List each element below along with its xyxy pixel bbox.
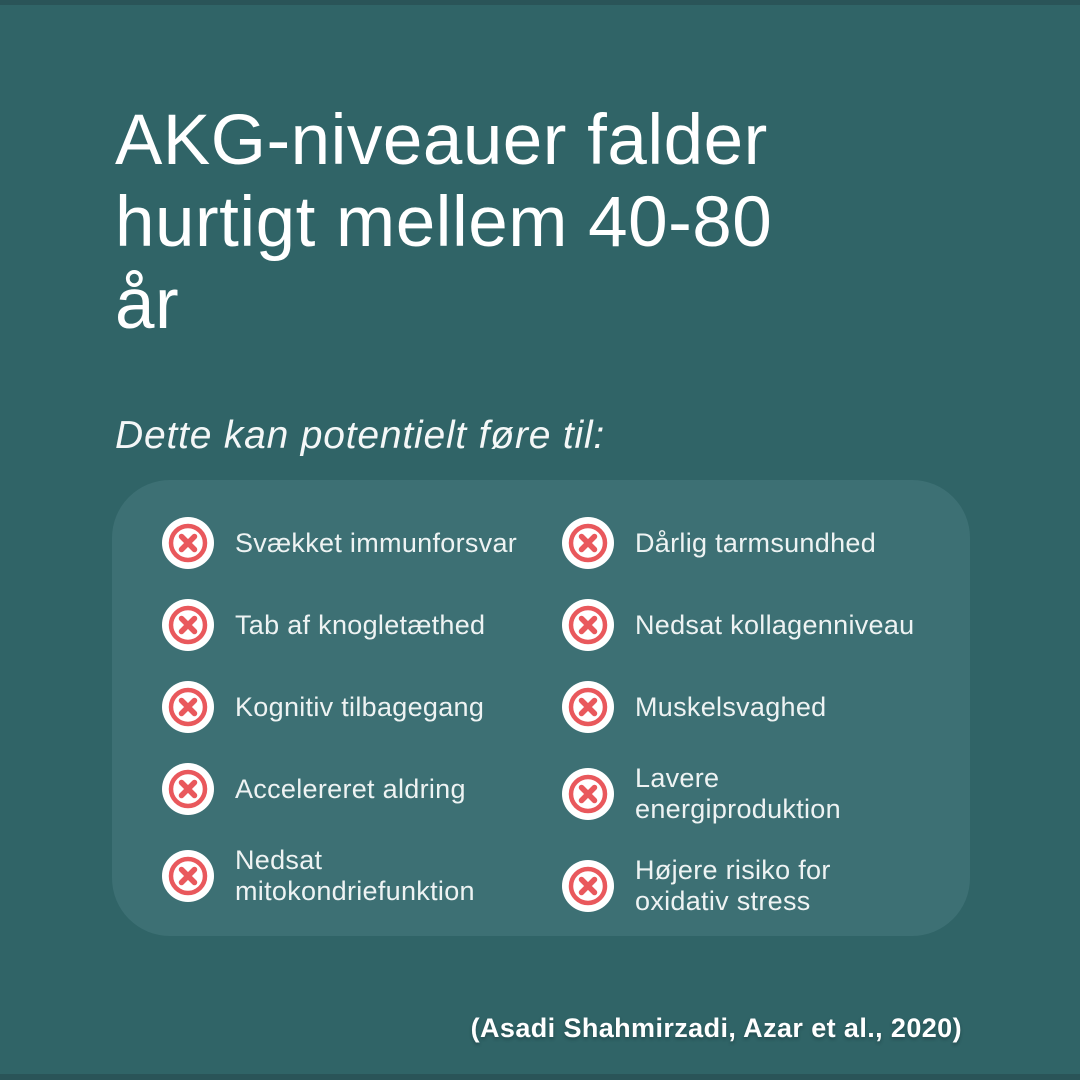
effect-label: Muskelsvaghed	[635, 691, 827, 722]
x-circle-icon	[162, 599, 214, 651]
x-circle-icon	[162, 517, 214, 569]
effects-column-left	[162, 517, 562, 917]
list-item	[562, 681, 934, 733]
x-circle-icon	[162, 763, 214, 815]
effects-column-right	[562, 517, 934, 917]
list-item	[162, 763, 562, 815]
x-circle-icon	[162, 850, 214, 902]
citation: (Asadi Shahmirzadi, Azar et al., 2020)	[470, 1013, 962, 1043]
effect-label: Højere risiko for oxidativ stress	[635, 855, 831, 916]
x-circle-icon	[562, 681, 614, 733]
list-item	[562, 855, 934, 917]
list-item	[162, 517, 562, 569]
effect-label: Dårlig tarmsundhed	[635, 527, 877, 558]
effect-label: Svækket immunforsvar	[235, 527, 518, 558]
page-title-line: hurtigt mellem 40-80	[115, 183, 773, 262]
list-item	[562, 517, 934, 569]
page-title-line: år	[115, 265, 180, 344]
top-edge-strip	[0, 0, 1080, 5]
page-title-line: AKG-niveauer falder	[115, 101, 768, 180]
x-circle-icon	[562, 517, 614, 569]
list-item	[562, 763, 934, 825]
x-circle-icon	[162, 681, 214, 733]
effect-label: Accelereret aldring	[235, 773, 466, 804]
effect-label: Lavere energiproduktion	[635, 763, 841, 824]
subtitle: Dette kan potentielt føre til:	[115, 414, 606, 457]
effect-label: Tab af knogletæthed	[235, 609, 486, 640]
x-circle-icon	[562, 599, 614, 651]
list-item	[162, 845, 562, 907]
list-item	[162, 599, 562, 651]
effects-panel	[112, 480, 970, 936]
list-item	[562, 599, 934, 651]
effect-label: Nedsat mitokondriefunktion	[235, 845, 475, 906]
page-title	[115, 100, 995, 346]
x-circle-icon	[562, 860, 614, 912]
effect-label: Nedsat kollagenniveau	[635, 609, 915, 640]
x-circle-icon	[562, 768, 614, 820]
bottom-edge-strip	[0, 1074, 1080, 1080]
list-item	[162, 681, 562, 733]
effect-label: Kognitiv tilbagegang	[235, 691, 485, 722]
